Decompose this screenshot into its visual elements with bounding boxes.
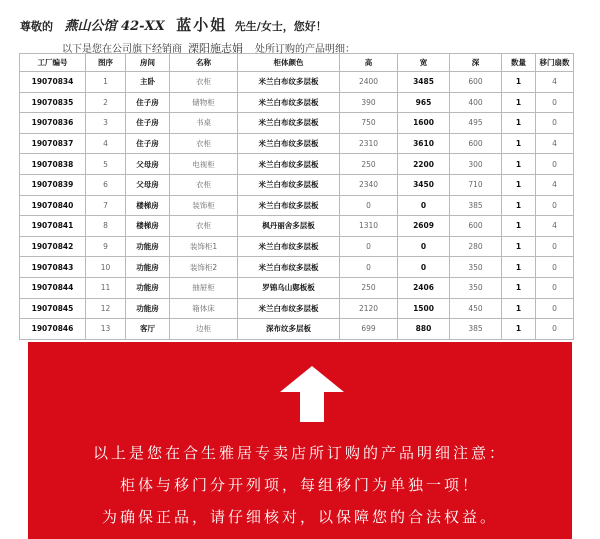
- cell-width: 965: [398, 92, 450, 113]
- cell-room: 客厅: [126, 319, 170, 340]
- column-header-cabinet-color: 柜体颜色: [238, 54, 340, 72]
- cell-figure-no: 5: [86, 154, 126, 175]
- cell-cabinet-color: 米兰白布纹多层板: [238, 72, 340, 93]
- cell-depth: 300: [450, 154, 502, 175]
- cell-factory-no: 19070840: [20, 195, 86, 216]
- cell-cabinet-color: 米兰白布纹多层板: [238, 154, 340, 175]
- order-table: [19, 53, 574, 340]
- cell-sliding-doors: 4: [536, 133, 574, 154]
- cell-width: 3485: [398, 72, 450, 93]
- cell-quantity: 1: [502, 257, 536, 278]
- cell-sliding-doors: 0: [536, 257, 574, 278]
- cell-width: 1500: [398, 298, 450, 319]
- table-row: [20, 298, 574, 319]
- cell-cabinet-color: 米兰白布纹多层板: [238, 113, 340, 134]
- table-row: [20, 133, 574, 154]
- cell-height: 1310: [340, 216, 398, 237]
- cell-quantity: 1: [502, 277, 536, 298]
- cell-height: 0: [340, 195, 398, 216]
- cell-sliding-doors: 0: [536, 92, 574, 113]
- cell-quantity: 1: [502, 236, 536, 257]
- cell-factory-no: 19070841: [20, 216, 86, 237]
- cell-height: 390: [340, 92, 398, 113]
- cell-factory-no: 19070839: [20, 174, 86, 195]
- cell-sliding-doors: 0: [536, 154, 574, 175]
- cell-room: 功能房: [126, 257, 170, 278]
- cell-item-name: 箱体床: [170, 298, 238, 319]
- cell-room: 功能房: [126, 298, 170, 319]
- cell-height: 250: [340, 154, 398, 175]
- cell-cabinet-color: 深布纹多层板: [238, 319, 340, 340]
- notice-line-1: 以上是您在合生雅居专卖店所订购的产品明细注意：: [92, 444, 507, 462]
- cell-width: 1600: [398, 113, 450, 134]
- table-body: [20, 72, 574, 340]
- cell-item-name: 抽屉柜: [170, 277, 238, 298]
- cell-depth: 400: [450, 92, 502, 113]
- cell-quantity: 1: [502, 195, 536, 216]
- cell-room: 功能房: [126, 277, 170, 298]
- cell-room: 楼梯房: [126, 216, 170, 237]
- cell-room: 住子房: [126, 113, 170, 134]
- cell-item-name: 衣柜: [170, 174, 238, 195]
- cell-width: 0: [398, 195, 450, 216]
- column-header-figure-no: 图序: [86, 54, 126, 72]
- cell-sliding-doors: 4: [536, 174, 574, 195]
- cell-depth: 350: [450, 277, 502, 298]
- cell-room: 住子房: [126, 133, 170, 154]
- cell-item-name: 边柜: [170, 319, 238, 340]
- cell-height: 2340: [340, 174, 398, 195]
- cell-room: 功能房: [126, 236, 170, 257]
- cell-width: 3450: [398, 174, 450, 195]
- cell-item-name: 衣柜: [170, 133, 238, 154]
- column-header-sliding-doors: 移门扇数: [536, 54, 574, 72]
- table-row: [20, 257, 574, 278]
- cell-factory-no: 19070837: [20, 133, 86, 154]
- cell-factory-no: 19070838: [20, 154, 86, 175]
- table-row: [20, 277, 574, 298]
- cell-item-name: 衣柜: [170, 72, 238, 93]
- column-header-quantity: 数量: [502, 54, 536, 72]
- cell-cabinet-color: 米兰白布纹多层板: [238, 174, 340, 195]
- cell-depth: 280: [450, 236, 502, 257]
- cell-sliding-doors: 4: [536, 216, 574, 237]
- cell-height: 750: [340, 113, 398, 134]
- cell-quantity: 1: [502, 298, 536, 319]
- column-header-depth: 深: [450, 54, 502, 72]
- cell-factory-no: 19070842: [20, 236, 86, 257]
- cell-width: 2609: [398, 216, 450, 237]
- cell-figure-no: 13: [86, 319, 126, 340]
- cell-height: 250: [340, 277, 398, 298]
- cell-width: 0: [398, 257, 450, 278]
- cell-room: 父母房: [126, 174, 170, 195]
- cell-sliding-doors: 0: [536, 195, 574, 216]
- cell-factory-no: 19070836: [20, 113, 86, 134]
- cell-depth: 600: [450, 216, 502, 237]
- cell-depth: 385: [450, 195, 502, 216]
- cell-quantity: 1: [502, 174, 536, 195]
- cell-item-name: 电视柜: [170, 154, 238, 175]
- cell-cabinet-color: 米兰白布纹多层板: [238, 133, 340, 154]
- cell-quantity: 1: [502, 92, 536, 113]
- cell-item-name: 装饰柜2: [170, 257, 238, 278]
- salutation: 尊敬的: [20, 20, 53, 33]
- cell-cabinet-color: 枫丹丽舍多层板: [238, 216, 340, 237]
- cell-depth: 600: [450, 72, 502, 93]
- cell-cabinet-color: 米兰白布纹多层板: [238, 92, 340, 113]
- cell-height: 2310: [340, 133, 398, 154]
- cell-figure-no: 11: [86, 277, 126, 298]
- cell-sliding-doors: 0: [536, 236, 574, 257]
- cell-cabinet-color: 米兰白布纹多层板: [238, 257, 340, 278]
- table-header-row: [20, 54, 574, 72]
- greeting-line: [20, 14, 327, 35]
- cell-quantity: 1: [502, 72, 536, 93]
- column-header-factory-no: 工厂编号: [20, 54, 86, 72]
- cell-depth: 495: [450, 113, 502, 134]
- cell-cabinet-color: 米兰白布纹多层板: [238, 236, 340, 257]
- cell-quantity: 1: [502, 319, 536, 340]
- cell-height: 0: [340, 236, 398, 257]
- cell-quantity: 1: [502, 133, 536, 154]
- table-row: [20, 92, 574, 113]
- cell-width: 880: [398, 319, 450, 340]
- cell-figure-no: 7: [86, 195, 126, 216]
- cell-sliding-doors: 0: [536, 319, 574, 340]
- intro-text-end: 处所订购的产品明细：: [255, 44, 355, 55]
- cell-figure-no: 3: [86, 113, 126, 134]
- cell-item-name: 储物柜: [170, 92, 238, 113]
- cell-sliding-doors: 0: [536, 113, 574, 134]
- up-arrow-icon: [280, 366, 344, 422]
- cell-figure-no: 10: [86, 257, 126, 278]
- cell-width: 2200: [398, 154, 450, 175]
- cell-height: 2400: [340, 72, 398, 93]
- column-header-height: 高: [340, 54, 398, 72]
- table-row: [20, 113, 574, 134]
- customer-name: 蓝小姐: [176, 16, 228, 34]
- cell-width: 3610: [398, 133, 450, 154]
- cell-height: 699: [340, 319, 398, 340]
- cell-factory-no: 19070844: [20, 277, 86, 298]
- cell-factory-no: 19070834: [20, 72, 86, 93]
- cell-cabinet-color: 罗锦乌山鄚板板: [238, 277, 340, 298]
- cell-width: 0: [398, 236, 450, 257]
- cell-quantity: 1: [502, 154, 536, 175]
- cell-figure-no: 12: [86, 298, 126, 319]
- notice-line-3: 为确保正品，请仔细核对，以保障您的合法权益。: [101, 508, 498, 526]
- cell-cabinet-color: 米兰白布纹多层板: [238, 195, 340, 216]
- cell-factory-no: 19070835: [20, 92, 86, 113]
- notice-line-2: 柜体与移门分开列项，每组移门为单独一项！: [119, 476, 480, 494]
- cell-factory-no: 19070846: [20, 319, 86, 340]
- cell-sliding-doors: 0: [536, 298, 574, 319]
- cell-quantity: 1: [502, 113, 536, 134]
- cell-item-name: 装饰柜: [170, 195, 238, 216]
- table-row: [20, 72, 574, 93]
- cell-height: 0: [340, 257, 398, 278]
- table-row: [20, 195, 574, 216]
- column-header-width: 宽: [398, 54, 450, 72]
- cell-room: 楼梯房: [126, 195, 170, 216]
- cell-item-name: 衣柜: [170, 216, 238, 237]
- cell-room: 父母房: [126, 154, 170, 175]
- cell-depth: 600: [450, 133, 502, 154]
- cell-depth: 350: [450, 257, 502, 278]
- column-header-room: 房间: [126, 54, 170, 72]
- cell-figure-no: 9: [86, 236, 126, 257]
- table-row: [20, 154, 574, 175]
- cell-depth: 385: [450, 319, 502, 340]
- cell-height: 2120: [340, 298, 398, 319]
- cell-item-name: 书桌: [170, 113, 238, 134]
- notice-banner: [28, 342, 572, 539]
- cell-quantity: 1: [502, 216, 536, 237]
- column-header-item-name: 名称: [170, 54, 238, 72]
- intro-text: 以下是您在公司旗下经销商: [62, 44, 182, 55]
- cell-figure-no: 6: [86, 174, 126, 195]
- cell-item-name: 装饰柜1: [170, 236, 238, 257]
- cell-factory-no: 19070843: [20, 257, 86, 278]
- cell-depth: 710: [450, 174, 502, 195]
- cell-depth: 450: [450, 298, 502, 319]
- table-row: [20, 319, 574, 340]
- cell-figure-no: 2: [86, 92, 126, 113]
- cell-sliding-doors: 4: [536, 72, 574, 93]
- cell-sliding-doors: 0: [536, 277, 574, 298]
- cell-figure-no: 8: [86, 216, 126, 237]
- table-row: [20, 174, 574, 195]
- cell-room: 主卧: [126, 72, 170, 93]
- cell-cabinet-color: 米兰白布纹多层板: [238, 298, 340, 319]
- cell-width: 2406: [398, 277, 450, 298]
- cell-factory-no: 19070845: [20, 298, 86, 319]
- greeting-suffix: 先生/女士，您好！: [234, 20, 327, 33]
- cell-room: 住子房: [126, 92, 170, 113]
- table-row: [20, 216, 574, 237]
- cell-figure-no: 4: [86, 133, 126, 154]
- cell-figure-no: 1: [86, 72, 126, 93]
- table-row: [20, 236, 574, 257]
- dealer-name: 溧阳施志娟: [188, 42, 243, 55]
- customer-address: 燕山公馆 42-XX: [64, 19, 165, 34]
